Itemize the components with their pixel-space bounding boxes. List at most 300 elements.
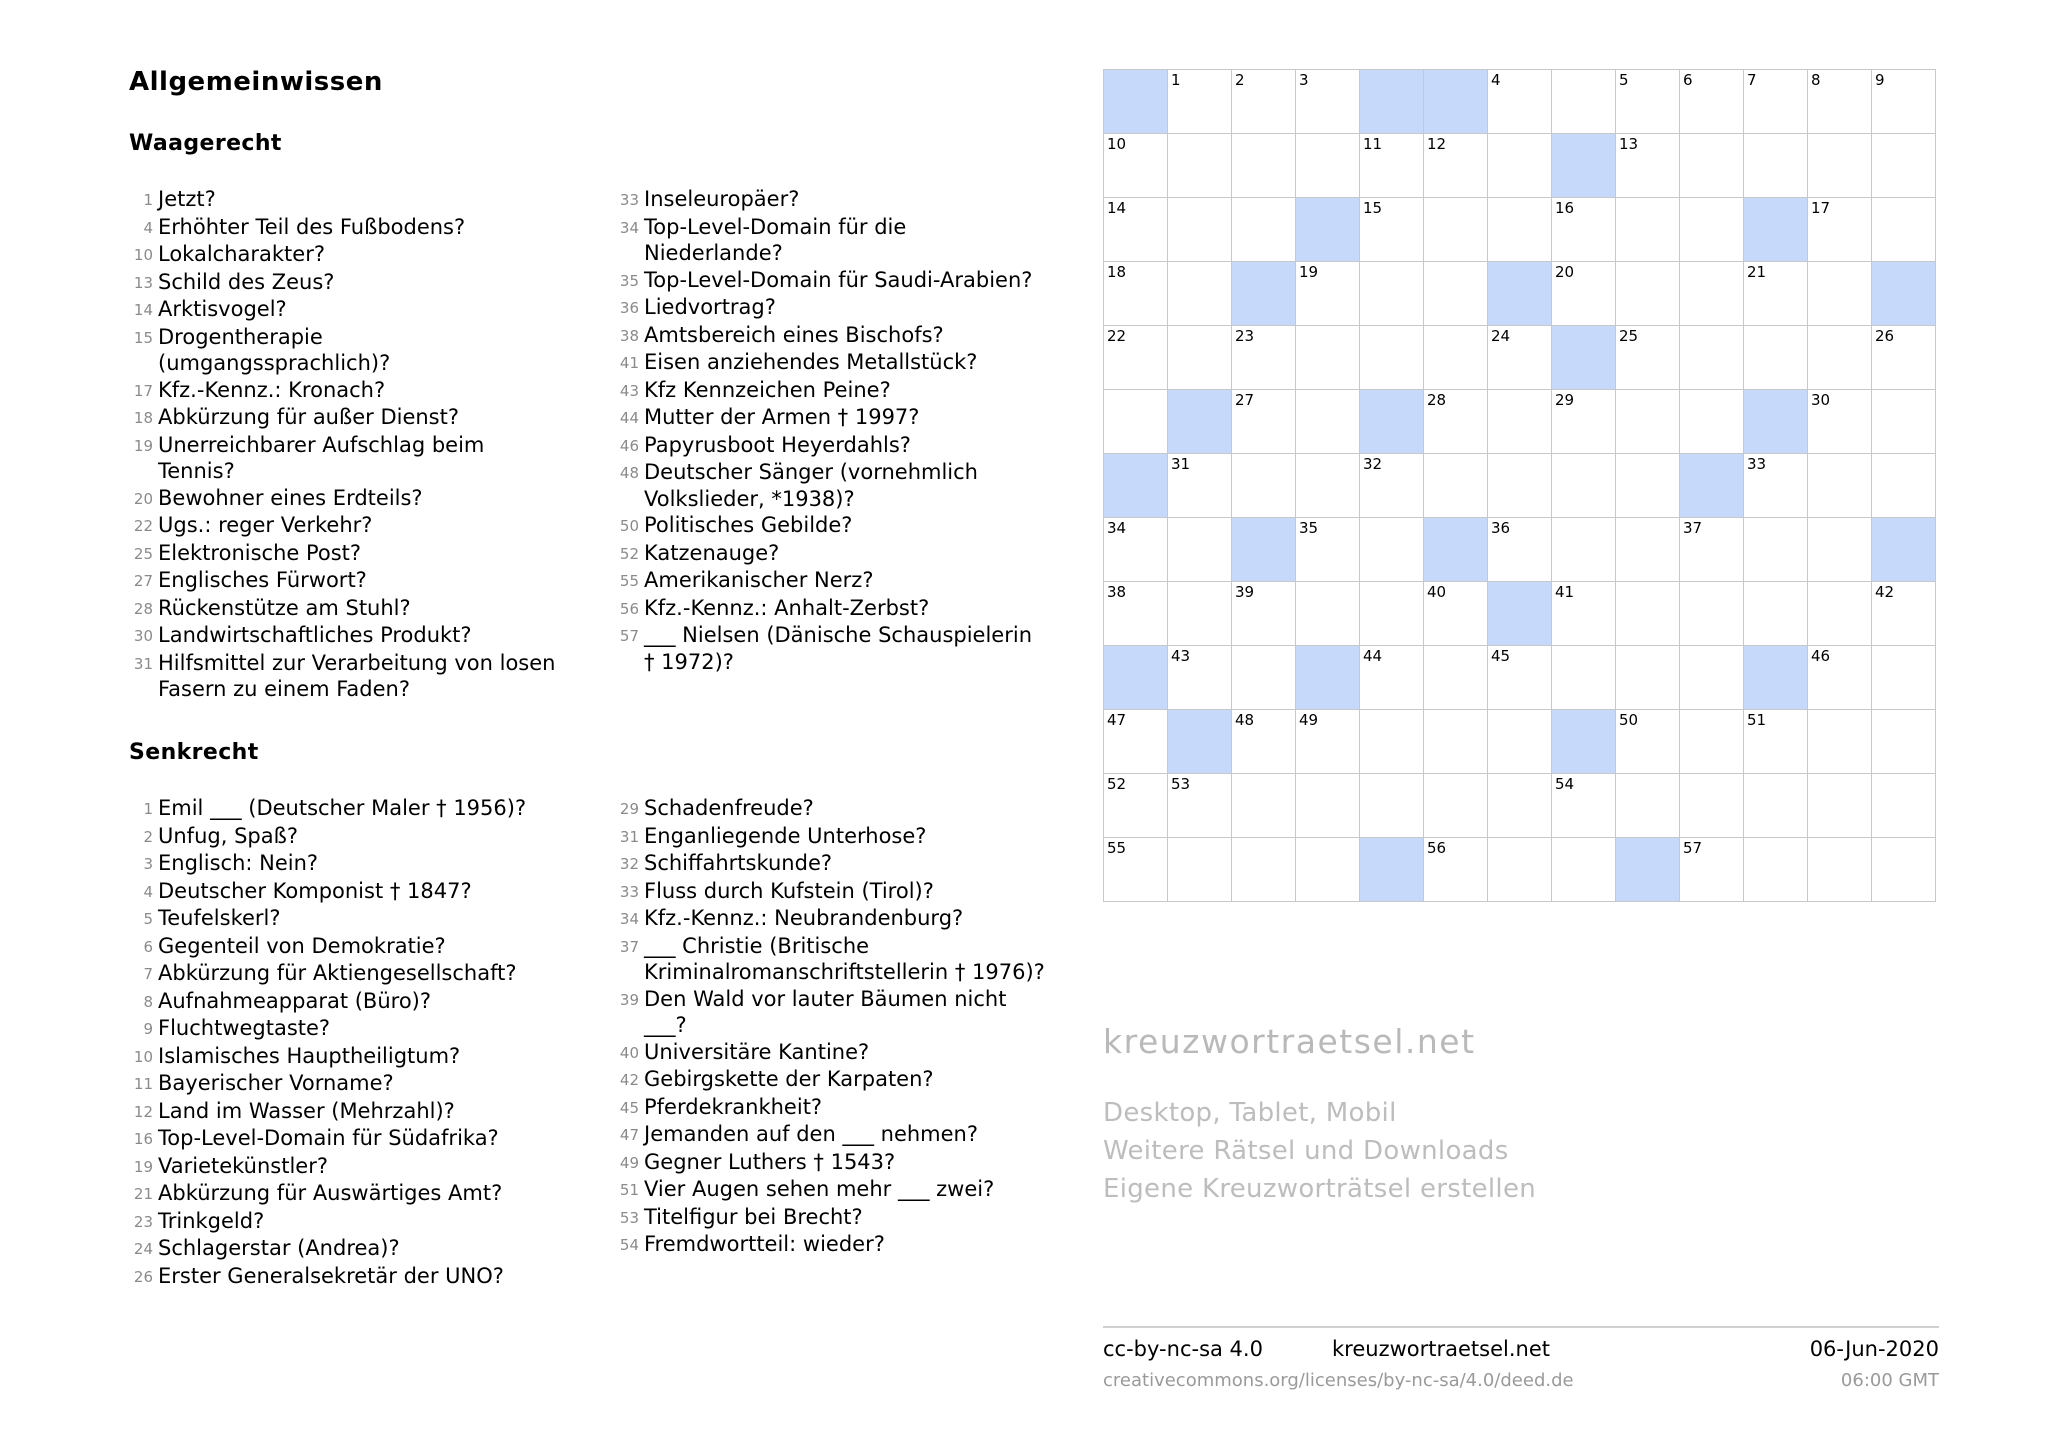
grid-cell[interactable] xyxy=(1488,326,1552,390)
grid-cell-number: 26 xyxy=(1875,327,1895,345)
grid-cell[interactable] xyxy=(1296,262,1360,326)
grid-cell[interactable] xyxy=(1744,454,1808,518)
license-label: cc-by-nc-sa 4.0 xyxy=(1103,1337,1263,1361)
grid-cell-number: 24 xyxy=(1491,327,1511,345)
across-clue xyxy=(615,459,1045,512)
grid-cell[interactable] xyxy=(1104,198,1168,262)
grid-cell[interactable] xyxy=(1872,390,1936,454)
grid-cell-number: 1 xyxy=(1171,71,1181,89)
grid-cell[interactable] xyxy=(1168,262,1232,326)
grid-cell[interactable] xyxy=(1168,70,1232,134)
grid-row xyxy=(1104,646,1936,710)
grid-cell[interactable] xyxy=(1168,134,1232,198)
grid-cell[interactable] xyxy=(1360,326,1424,390)
down-clue xyxy=(129,1098,559,1126)
grid-cell[interactable] xyxy=(1424,198,1488,262)
clue-number: 46 xyxy=(619,436,639,455)
grid-cell-number: 22 xyxy=(1107,327,1127,345)
grid-cell-number: 37 xyxy=(1683,519,1703,537)
grid-cell-number: 28 xyxy=(1427,391,1447,409)
grid-cell[interactable] xyxy=(1424,326,1488,390)
clue-number: 31 xyxy=(133,654,153,673)
across-clue xyxy=(615,349,1045,377)
clue-text: Deutscher Sänger (vornehmlich Volkslieder, *1938)? xyxy=(644,460,978,511)
grid-cell[interactable] xyxy=(1232,134,1296,198)
clue-text: Fluss durch Kufstein (Tirol)? xyxy=(644,878,934,903)
grid-cell[interactable] xyxy=(1744,262,1808,326)
grid-cell[interactable] xyxy=(1104,582,1168,646)
grid-cell[interactable] xyxy=(1360,262,1424,326)
grid-block-cell xyxy=(1424,70,1488,134)
clue-text: Schadenfreude? xyxy=(644,796,814,820)
clue-number: 10 xyxy=(133,1047,153,1066)
grid-block-cell xyxy=(1744,646,1808,710)
grid-cell[interactable] xyxy=(1808,518,1872,582)
grid-cell[interactable] xyxy=(1424,134,1488,198)
grid-cell-number: 43 xyxy=(1171,647,1191,665)
clue-text: Deutscher Komponist † 1847? xyxy=(158,878,472,903)
clue-text: Islamisches Hauptheiligtum? xyxy=(158,1043,461,1068)
grid-cell[interactable] xyxy=(1104,326,1168,390)
grid-cell[interactable] xyxy=(1488,838,1552,902)
grid-cell[interactable] xyxy=(1168,646,1232,710)
puzzle-title: Allgemeinwissen xyxy=(129,67,383,97)
grid-block-cell xyxy=(1104,70,1168,134)
clue-text: Land im Wasser (Mehrzahl)? xyxy=(158,1098,455,1123)
grid-row xyxy=(1104,518,1936,582)
grid-cell-number: 21 xyxy=(1747,263,1767,281)
clue-text: Jetzt? xyxy=(158,187,216,211)
grid-cell[interactable] xyxy=(1296,710,1360,774)
down-clue xyxy=(129,878,559,906)
grid-cell[interactable] xyxy=(1808,262,1872,326)
grid-cell[interactable] xyxy=(1872,326,1936,390)
grid-cell[interactable] xyxy=(1232,646,1296,710)
clue-text: Titelfigur bei Brecht? xyxy=(644,1204,863,1229)
grid-cell-number: 11 xyxy=(1363,135,1383,153)
grid-cell[interactable] xyxy=(1872,774,1936,838)
grid-cell-number: 48 xyxy=(1235,711,1255,729)
clue-number: 57 xyxy=(619,627,639,645)
grid-row xyxy=(1104,774,1936,838)
grid-cell[interactable] xyxy=(1552,774,1616,838)
grid-cell[interactable] xyxy=(1232,774,1296,838)
grid-cell[interactable] xyxy=(1360,134,1424,198)
grid-cell-number: 54 xyxy=(1555,775,1575,793)
down-clue xyxy=(129,1208,559,1236)
grid-cell[interactable] xyxy=(1424,390,1488,454)
clue-number: 33 xyxy=(619,191,639,209)
across-clue xyxy=(615,214,1045,267)
across-clue xyxy=(129,377,559,405)
crossword-grid xyxy=(1103,69,1936,902)
grid-cell[interactable] xyxy=(1296,70,1360,134)
grid-cell[interactable] xyxy=(1552,390,1616,454)
grid-cell[interactable] xyxy=(1488,454,1552,518)
across-clue xyxy=(615,512,1045,540)
grid-cell[interactable] xyxy=(1488,390,1552,454)
grid-cell-number: 35 xyxy=(1299,519,1319,537)
grid-block-cell xyxy=(1552,134,1616,198)
grid-cell-number: 6 xyxy=(1683,71,1693,89)
clue-number: 48 xyxy=(619,464,639,482)
grid-cell[interactable] xyxy=(1744,838,1808,902)
clue-number: 54 xyxy=(619,1236,639,1254)
grid-cell[interactable] xyxy=(1808,326,1872,390)
grid-cell[interactable] xyxy=(1680,134,1744,198)
clue-number: 8 xyxy=(143,992,153,1011)
grid-cell[interactable] xyxy=(1680,262,1744,326)
grid-cell[interactable] xyxy=(1744,710,1808,774)
grid-cell-number: 13 xyxy=(1619,135,1639,153)
down-clue xyxy=(129,1180,559,1208)
clue-text: Kfz Kennzeichen Peine? xyxy=(644,377,891,402)
grid-cell-number: 12 xyxy=(1427,135,1447,153)
grid-cell[interactable] xyxy=(1616,390,1680,454)
clue-number: 43 xyxy=(619,381,639,400)
grid-cell[interactable] xyxy=(1744,326,1808,390)
grid-cell[interactable] xyxy=(1168,774,1232,838)
grid-row xyxy=(1104,326,1936,390)
grid-cell-number: 19 xyxy=(1299,263,1319,281)
grid-cell[interactable] xyxy=(1424,710,1488,774)
grid-cell[interactable] xyxy=(1680,710,1744,774)
clue-number: 4 xyxy=(143,218,153,237)
grid-cell-number: 40 xyxy=(1427,583,1447,601)
grid-cell-number: 44 xyxy=(1363,647,1383,665)
clue-number: 41 xyxy=(619,354,639,372)
across-clue xyxy=(129,595,559,623)
grid-cell[interactable] xyxy=(1104,262,1168,326)
grid-cell-number: 23 xyxy=(1235,327,1255,345)
grid-cell-number: 34 xyxy=(1107,519,1127,537)
promo-line-1: Desktop, Tablet, Mobil xyxy=(1103,1098,1397,1128)
clue-number: 25 xyxy=(133,544,153,563)
clue-number: 30 xyxy=(133,627,153,645)
grid-cell[interactable] xyxy=(1296,134,1360,198)
grid-cell[interactable] xyxy=(1872,710,1936,774)
grid-cell[interactable] xyxy=(1488,70,1552,134)
grid-cell[interactable] xyxy=(1616,134,1680,198)
clue-text: Jemanden auf den ___ nehmen? xyxy=(644,1122,979,1146)
grid-block-cell xyxy=(1680,454,1744,518)
grid-cell[interactable] xyxy=(1104,518,1168,582)
grid-cell[interactable] xyxy=(1808,454,1872,518)
grid-block-cell xyxy=(1168,390,1232,454)
grid-cell[interactable] xyxy=(1424,646,1488,710)
grid-cell[interactable] xyxy=(1872,646,1936,710)
grid-cell[interactable] xyxy=(1104,134,1168,198)
grid-cell[interactable] xyxy=(1232,326,1296,390)
clue-number: 18 xyxy=(133,409,153,427)
grid-cell[interactable] xyxy=(1616,454,1680,518)
grid-cell[interactable] xyxy=(1360,710,1424,774)
down-clue xyxy=(129,1263,559,1291)
grid-cell-number: 32 xyxy=(1363,455,1383,473)
grid-block-cell xyxy=(1488,582,1552,646)
grid-cell[interactable] xyxy=(1552,582,1616,646)
grid-cell[interactable] xyxy=(1296,390,1360,454)
grid-cell[interactable] xyxy=(1168,454,1232,518)
grid-row xyxy=(1104,198,1936,262)
grid-cell[interactable] xyxy=(1296,774,1360,838)
grid-cell[interactable] xyxy=(1680,70,1744,134)
grid-cell[interactable] xyxy=(1424,454,1488,518)
clue-text: Abkürzung für außer Dienst? xyxy=(158,405,460,429)
down-clue xyxy=(615,986,1045,1039)
grid-cell[interactable] xyxy=(1168,582,1232,646)
grid-cell[interactable] xyxy=(1488,710,1552,774)
clue-text: Hilfsmittel zur Verarbeitung von losen Fasern zu einem Faden? xyxy=(158,650,556,701)
down-clue xyxy=(615,1204,1045,1232)
grid-cell[interactable] xyxy=(1168,518,1232,582)
across-clue xyxy=(129,567,559,595)
grid-cell[interactable] xyxy=(1744,518,1808,582)
down-clue xyxy=(129,1153,559,1181)
clue-text: Liedvortrag? xyxy=(644,295,776,319)
grid-cell[interactable] xyxy=(1744,134,1808,198)
down-heading: Senkrecht xyxy=(129,740,259,765)
grid-cell[interactable] xyxy=(1360,518,1424,582)
grid-cell[interactable] xyxy=(1616,262,1680,326)
grid-cell[interactable] xyxy=(1424,582,1488,646)
grid-cell[interactable] xyxy=(1552,518,1616,582)
grid-cell-number: 52 xyxy=(1107,775,1127,793)
clue-text: Unerreichbarer Aufschlag beim Tennis? xyxy=(158,432,485,483)
grid-cell[interactable] xyxy=(1232,390,1296,454)
across-clue xyxy=(129,540,559,568)
promo-line-3: Eigene Kreuzworträtsel erstellen xyxy=(1103,1174,1537,1204)
grid-cell[interactable] xyxy=(1808,70,1872,134)
grid-block-cell xyxy=(1104,646,1168,710)
clue-text: Emil ___ (Deutscher Maler † 1956)? xyxy=(158,796,527,820)
clue-text: Elektronische Post? xyxy=(158,540,362,565)
grid-block-cell xyxy=(1232,262,1296,326)
grid-cell[interactable] xyxy=(1616,70,1680,134)
clue-text: Fluchtwegtaste? xyxy=(158,1016,331,1040)
clue-number: 45 xyxy=(619,1098,639,1117)
grid-cell[interactable] xyxy=(1232,838,1296,902)
clue-number: 19 xyxy=(133,1157,153,1176)
grid-cell[interactable] xyxy=(1808,774,1872,838)
grid-cell[interactable] xyxy=(1616,518,1680,582)
grid-cell[interactable] xyxy=(1552,454,1616,518)
grid-cell-number: 5 xyxy=(1619,71,1629,89)
down-clue xyxy=(129,850,559,878)
footer-divider xyxy=(1103,1326,1939,1328)
across-clue xyxy=(129,241,559,269)
grid-cell-number: 55 xyxy=(1107,839,1127,857)
clue-text: Fremdwortteil: wieder? xyxy=(644,1232,885,1256)
across-clue xyxy=(615,432,1045,460)
grid-cell[interactable] xyxy=(1872,134,1936,198)
grid-cell-number: 20 xyxy=(1555,263,1575,281)
clue-number: 42 xyxy=(619,1071,639,1089)
grid-cell-number: 14 xyxy=(1107,199,1127,217)
grid-cell-number: 18 xyxy=(1107,263,1127,281)
grid-cell[interactable] xyxy=(1680,326,1744,390)
clue-text: Lokalcharakter? xyxy=(158,242,325,266)
grid-cell-number: 4 xyxy=(1491,71,1501,89)
grid-cell-number: 49 xyxy=(1299,711,1319,729)
grid-cell[interactable] xyxy=(1744,774,1808,838)
grid-cell[interactable] xyxy=(1360,582,1424,646)
grid-cell[interactable] xyxy=(1872,198,1936,262)
grid-cell[interactable] xyxy=(1232,198,1296,262)
grid-cell[interactable] xyxy=(1168,326,1232,390)
clue-text: Enganliegende Unterhose? xyxy=(644,823,927,848)
grid-cell[interactable] xyxy=(1616,198,1680,262)
grid-cell[interactable] xyxy=(1808,198,1872,262)
clue-number: 34 xyxy=(619,218,639,237)
grid-cell[interactable] xyxy=(1104,390,1168,454)
down-clue xyxy=(615,1066,1045,1094)
grid-block-cell xyxy=(1168,710,1232,774)
grid-cell[interactable] xyxy=(1424,262,1488,326)
clue-number: 21 xyxy=(133,1185,153,1203)
grid-cell[interactable] xyxy=(1808,134,1872,198)
across-clue xyxy=(129,650,559,703)
grid-cell[interactable] xyxy=(1232,582,1296,646)
grid-cell[interactable] xyxy=(1296,582,1360,646)
grid-cell[interactable] xyxy=(1680,518,1744,582)
grid-cell[interactable] xyxy=(1296,454,1360,518)
clue-number: 6 xyxy=(143,937,153,956)
grid-cell[interactable] xyxy=(1360,454,1424,518)
down-clue xyxy=(129,823,559,851)
clue-text: Universitäre Kantine? xyxy=(644,1039,870,1064)
grid-row xyxy=(1104,582,1936,646)
down-clue xyxy=(129,1125,559,1153)
grid-cell-number: 46 xyxy=(1811,647,1831,665)
grid-cell[interactable] xyxy=(1552,198,1616,262)
grid-cell[interactable] xyxy=(1680,838,1744,902)
clue-number: 51 xyxy=(619,1181,639,1199)
clue-text: Abkürzung für Auswärtiges Amt? xyxy=(158,1181,503,1205)
down-clue xyxy=(129,1070,559,1098)
grid-cell[interactable] xyxy=(1808,390,1872,454)
clue-text: Aufnahmeapparat (Büro)? xyxy=(158,988,432,1013)
grid-cell[interactable] xyxy=(1232,70,1296,134)
grid-block-cell xyxy=(1552,710,1616,774)
grid-cell[interactable] xyxy=(1872,838,1936,902)
clue-number: 16 xyxy=(133,1130,153,1148)
clue-text: Gebirgskette der Karpaten? xyxy=(644,1067,934,1091)
clue-text: Pferdekrankheit? xyxy=(644,1094,823,1119)
grid-cell-number: 47 xyxy=(1107,711,1127,729)
grid-cell[interactable] xyxy=(1424,838,1488,902)
grid-block-cell xyxy=(1744,390,1808,454)
grid-cell[interactable] xyxy=(1168,838,1232,902)
grid-block-cell xyxy=(1360,390,1424,454)
grid-cell[interactable] xyxy=(1616,646,1680,710)
grid-block-cell xyxy=(1872,518,1936,582)
grid-cell[interactable] xyxy=(1424,774,1488,838)
grid-cell[interactable] xyxy=(1104,774,1168,838)
clue-text: Abkürzung für Aktiengesellschaft? xyxy=(158,961,517,985)
grid-cell[interactable] xyxy=(1744,70,1808,134)
grid-cell[interactable] xyxy=(1808,838,1872,902)
grid-cell[interactable] xyxy=(1808,710,1872,774)
grid-cell[interactable] xyxy=(1552,70,1616,134)
grid-cell[interactable] xyxy=(1488,134,1552,198)
clue-number: 23 xyxy=(133,1212,153,1231)
grid-cell-number: 50 xyxy=(1619,711,1639,729)
grid-cell[interactable] xyxy=(1296,838,1360,902)
grid-cell[interactable] xyxy=(1488,774,1552,838)
grid-cell[interactable] xyxy=(1872,582,1936,646)
grid-cell[interactable] xyxy=(1616,710,1680,774)
grid-cell[interactable] xyxy=(1616,582,1680,646)
grid-cell-number: 36 xyxy=(1491,519,1511,537)
grid-cell[interactable] xyxy=(1168,198,1232,262)
clue-text: Eisen anziehendes Metallstück? xyxy=(644,350,978,374)
clue-number: 36 xyxy=(619,299,639,317)
brand-name: kreuzwortraetsel.net xyxy=(1103,1022,1476,1061)
grid-cell[interactable] xyxy=(1488,198,1552,262)
grid-cell[interactable] xyxy=(1680,774,1744,838)
grid-cell[interactable] xyxy=(1872,70,1936,134)
grid-cell[interactable] xyxy=(1744,582,1808,646)
clue-number: 47 xyxy=(619,1126,639,1144)
grid-block-cell xyxy=(1296,646,1360,710)
grid-row xyxy=(1104,390,1936,454)
grid-cell[interactable] xyxy=(1488,518,1552,582)
clue-number: 37 xyxy=(619,937,639,956)
grid-cell[interactable] xyxy=(1552,262,1616,326)
grid-cell[interactable] xyxy=(1360,646,1424,710)
across-clue xyxy=(615,595,1045,623)
grid-cell-number: 25 xyxy=(1619,327,1639,345)
clue-number: 19 xyxy=(133,436,153,455)
down-clue xyxy=(129,1015,559,1043)
across-clue xyxy=(615,322,1045,350)
grid-cell[interactable] xyxy=(1680,390,1744,454)
grid-cell[interactable] xyxy=(1552,838,1616,902)
grid-cell[interactable] xyxy=(1616,326,1680,390)
footer-time: 06:00 GMT xyxy=(1840,1370,1939,1391)
clue-text: Gegenteil von Demokratie? xyxy=(158,933,446,958)
down-clue xyxy=(129,1235,559,1263)
grid-cell[interactable] xyxy=(1232,710,1296,774)
grid-cell[interactable] xyxy=(1616,774,1680,838)
grid-cell[interactable] xyxy=(1680,198,1744,262)
down-clue xyxy=(129,905,559,933)
grid-cell[interactable] xyxy=(1808,582,1872,646)
grid-cell[interactable] xyxy=(1360,198,1424,262)
grid-cell[interactable] xyxy=(1104,838,1168,902)
across-clue xyxy=(615,567,1045,595)
clue-text: Englisch: Nein? xyxy=(158,851,319,875)
grid-cell[interactable] xyxy=(1552,646,1616,710)
grid-cell[interactable] xyxy=(1808,646,1872,710)
grid-cell[interactable] xyxy=(1488,646,1552,710)
clue-text: Top-Level-Domain für die Niederlande? xyxy=(644,214,907,265)
grid-cell[interactable] xyxy=(1296,326,1360,390)
grid-block-cell xyxy=(1296,198,1360,262)
grid-cell[interactable] xyxy=(1104,710,1168,774)
grid-cell[interactable] xyxy=(1680,582,1744,646)
grid-cell[interactable] xyxy=(1680,646,1744,710)
grid-cell-number: 51 xyxy=(1747,711,1767,729)
grid-cell[interactable] xyxy=(1296,518,1360,582)
grid-cell[interactable] xyxy=(1232,454,1296,518)
grid-cell[interactable] xyxy=(1360,774,1424,838)
across-clue xyxy=(129,404,559,432)
grid-cell[interactable] xyxy=(1872,454,1936,518)
clue-text: Papyrusboot Heyerdahls? xyxy=(644,432,911,457)
grid-block-cell xyxy=(1424,518,1488,582)
